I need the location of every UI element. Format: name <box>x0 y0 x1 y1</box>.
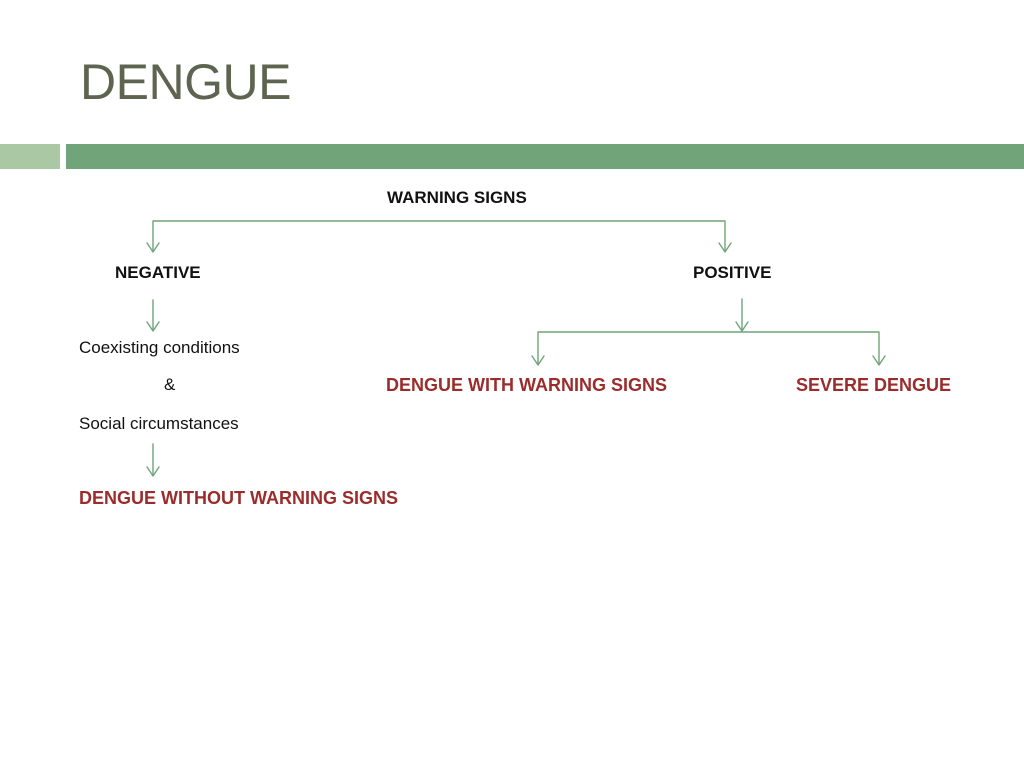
node-conjunction: & <box>164 375 176 394</box>
node-social-circumstances: Social circumstances <box>79 414 239 433</box>
outcome-dengue-without-warning-signs: DENGUE WITHOUT WARNING SIGNS <box>79 488 398 508</box>
node-negative: NEGATIVE <box>115 263 201 282</box>
node-warning-signs: WARNING SIGNS <box>387 188 527 207</box>
outcome-severe-dengue: SEVERE DENGUE <box>796 375 952 395</box>
node-coexisting-conditions: Coexisting conditions <box>79 338 240 357</box>
node-positive: POSITIVE <box>693 263 772 282</box>
outcome-dengue-with-warning-signs: DENGUE WITH WARNING SIGNS <box>386 375 668 395</box>
connector-root-split <box>153 221 725 250</box>
slide-title: DENGUE <box>80 54 291 110</box>
connector-positive-split <box>538 332 879 364</box>
